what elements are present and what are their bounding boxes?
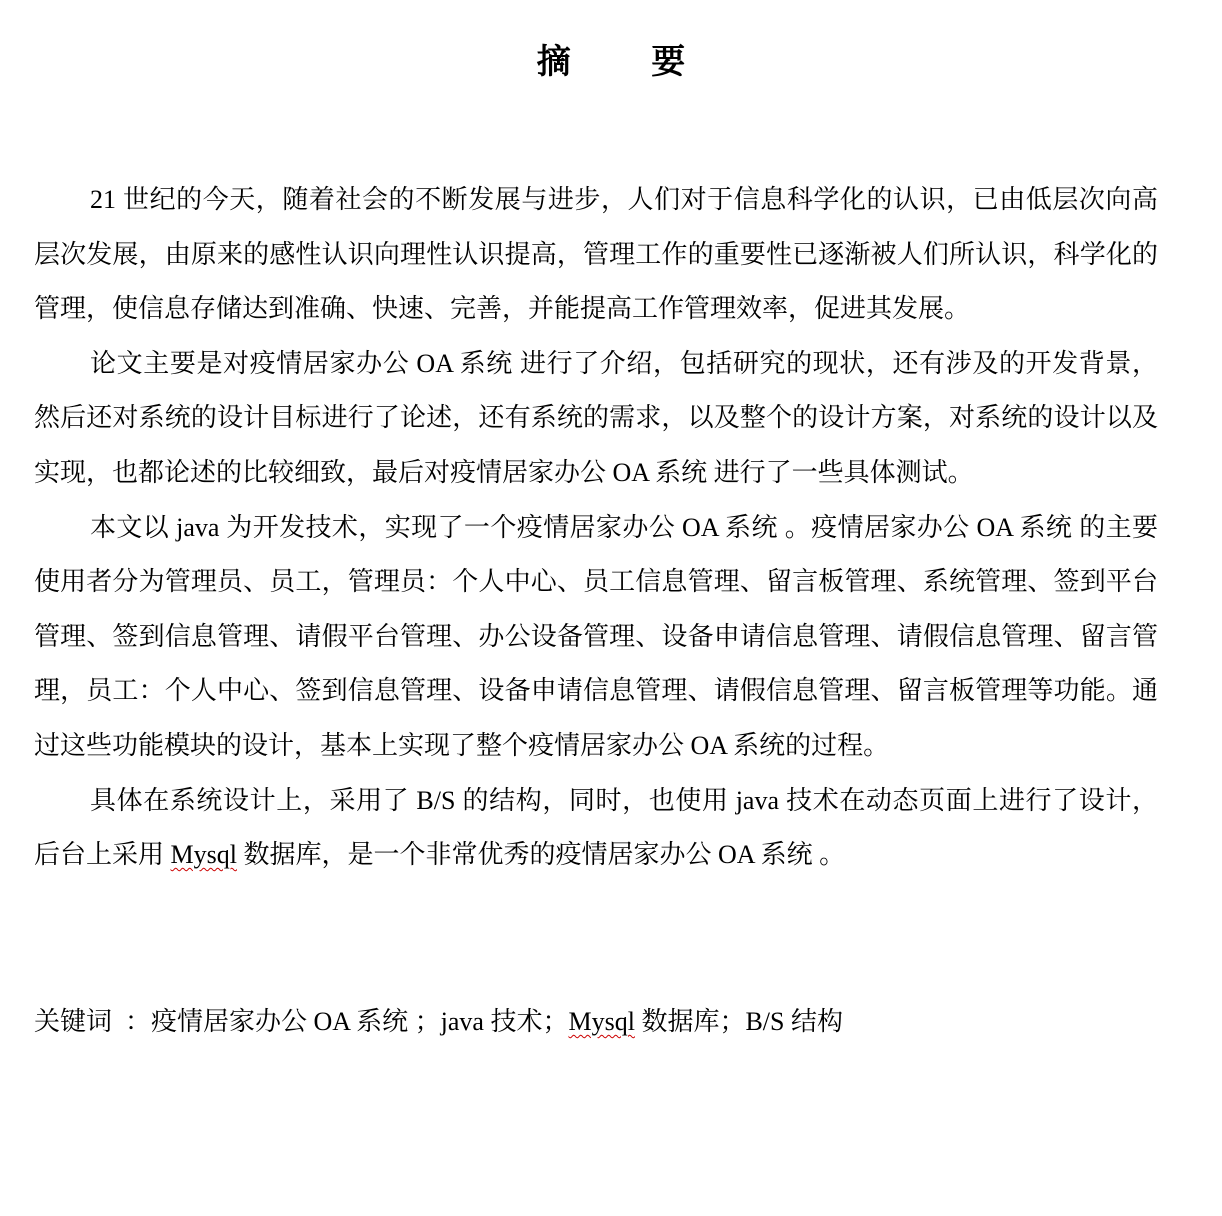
keywords-list-part-1: 疫情居家办公 OA 系统 ；java 技术； [151,1007,569,1036]
abstract-paragraph-1: 21 世纪的今天，随着社会的不断发展与进步，人们对于信息科学化的认识，已由低层次向高层次发展，由原来的感性认识向理性认识提高，管理工作的重要性已逐渐被人们所认识，科学化的管理，使信息存储达到准确、快速、完善，并能提高工作管理效率，促进其发展。 [34,185,1158,324]
keywords-flagged-word: Mysql [568,1007,635,1036]
abstract-body [34,173,1158,883]
abstract-paragraph-3: 本文以 java 为开发技术，实现了一个疫情居家办公 OA 系统 。疫情居家办公 OA 系统 的主要使用者分为管理员、员工，管理员：个人中心、员工信息管理、留言板管理、系统管理、签到平台管理、签到信息管理、请假平台管理、办公设备管理、设备申请信息管理、请假信息管理、留言管理，员工：个人中心、签到信息管理、设备申请信息管理、请假信息管理、留言板管理等功能。通过这些功能模块的设计，基本上实现了整个疫情居家办公 OA 系统的过程。 [34,512,1158,760]
abstract-title: 摘 要 [536,44,722,81]
keywords-label: 关键词 [34,1007,113,1036]
keywords-separator: ： [112,1007,152,1036]
spellcheck-flagged-word: Mysql [170,840,237,870]
keywords-line [34,995,1158,1049]
abstract-paragraph-2: 论文主要是对疫情居家办公 OA 系统 进行了介绍，包括研究的现状，还有涉及的开发背景，然后还对系统的设计目标进行了论述，还有系统的需求，以及整个的设计方案，对系统的设计以及实现，也都论述的比较细致，最后对疫情居家办公 OA 系统 进行了一些具体测试。 [34,348,1158,487]
paragraph-4-text-before: 具体在系统设计上，采用了 B/S 的结构，同时，也使用 java 技术在动态页面上进行了设计，后台上采用 [34,785,1158,870]
keywords-list-part-2: 数据库；B/S 结构 [634,1007,843,1036]
paragraph-4-text-after: 数据库，是一个非常优秀的疫情居家办公 OA 系统 。 [236,840,846,870]
abstract-paragraph-4 [34,774,1158,883]
